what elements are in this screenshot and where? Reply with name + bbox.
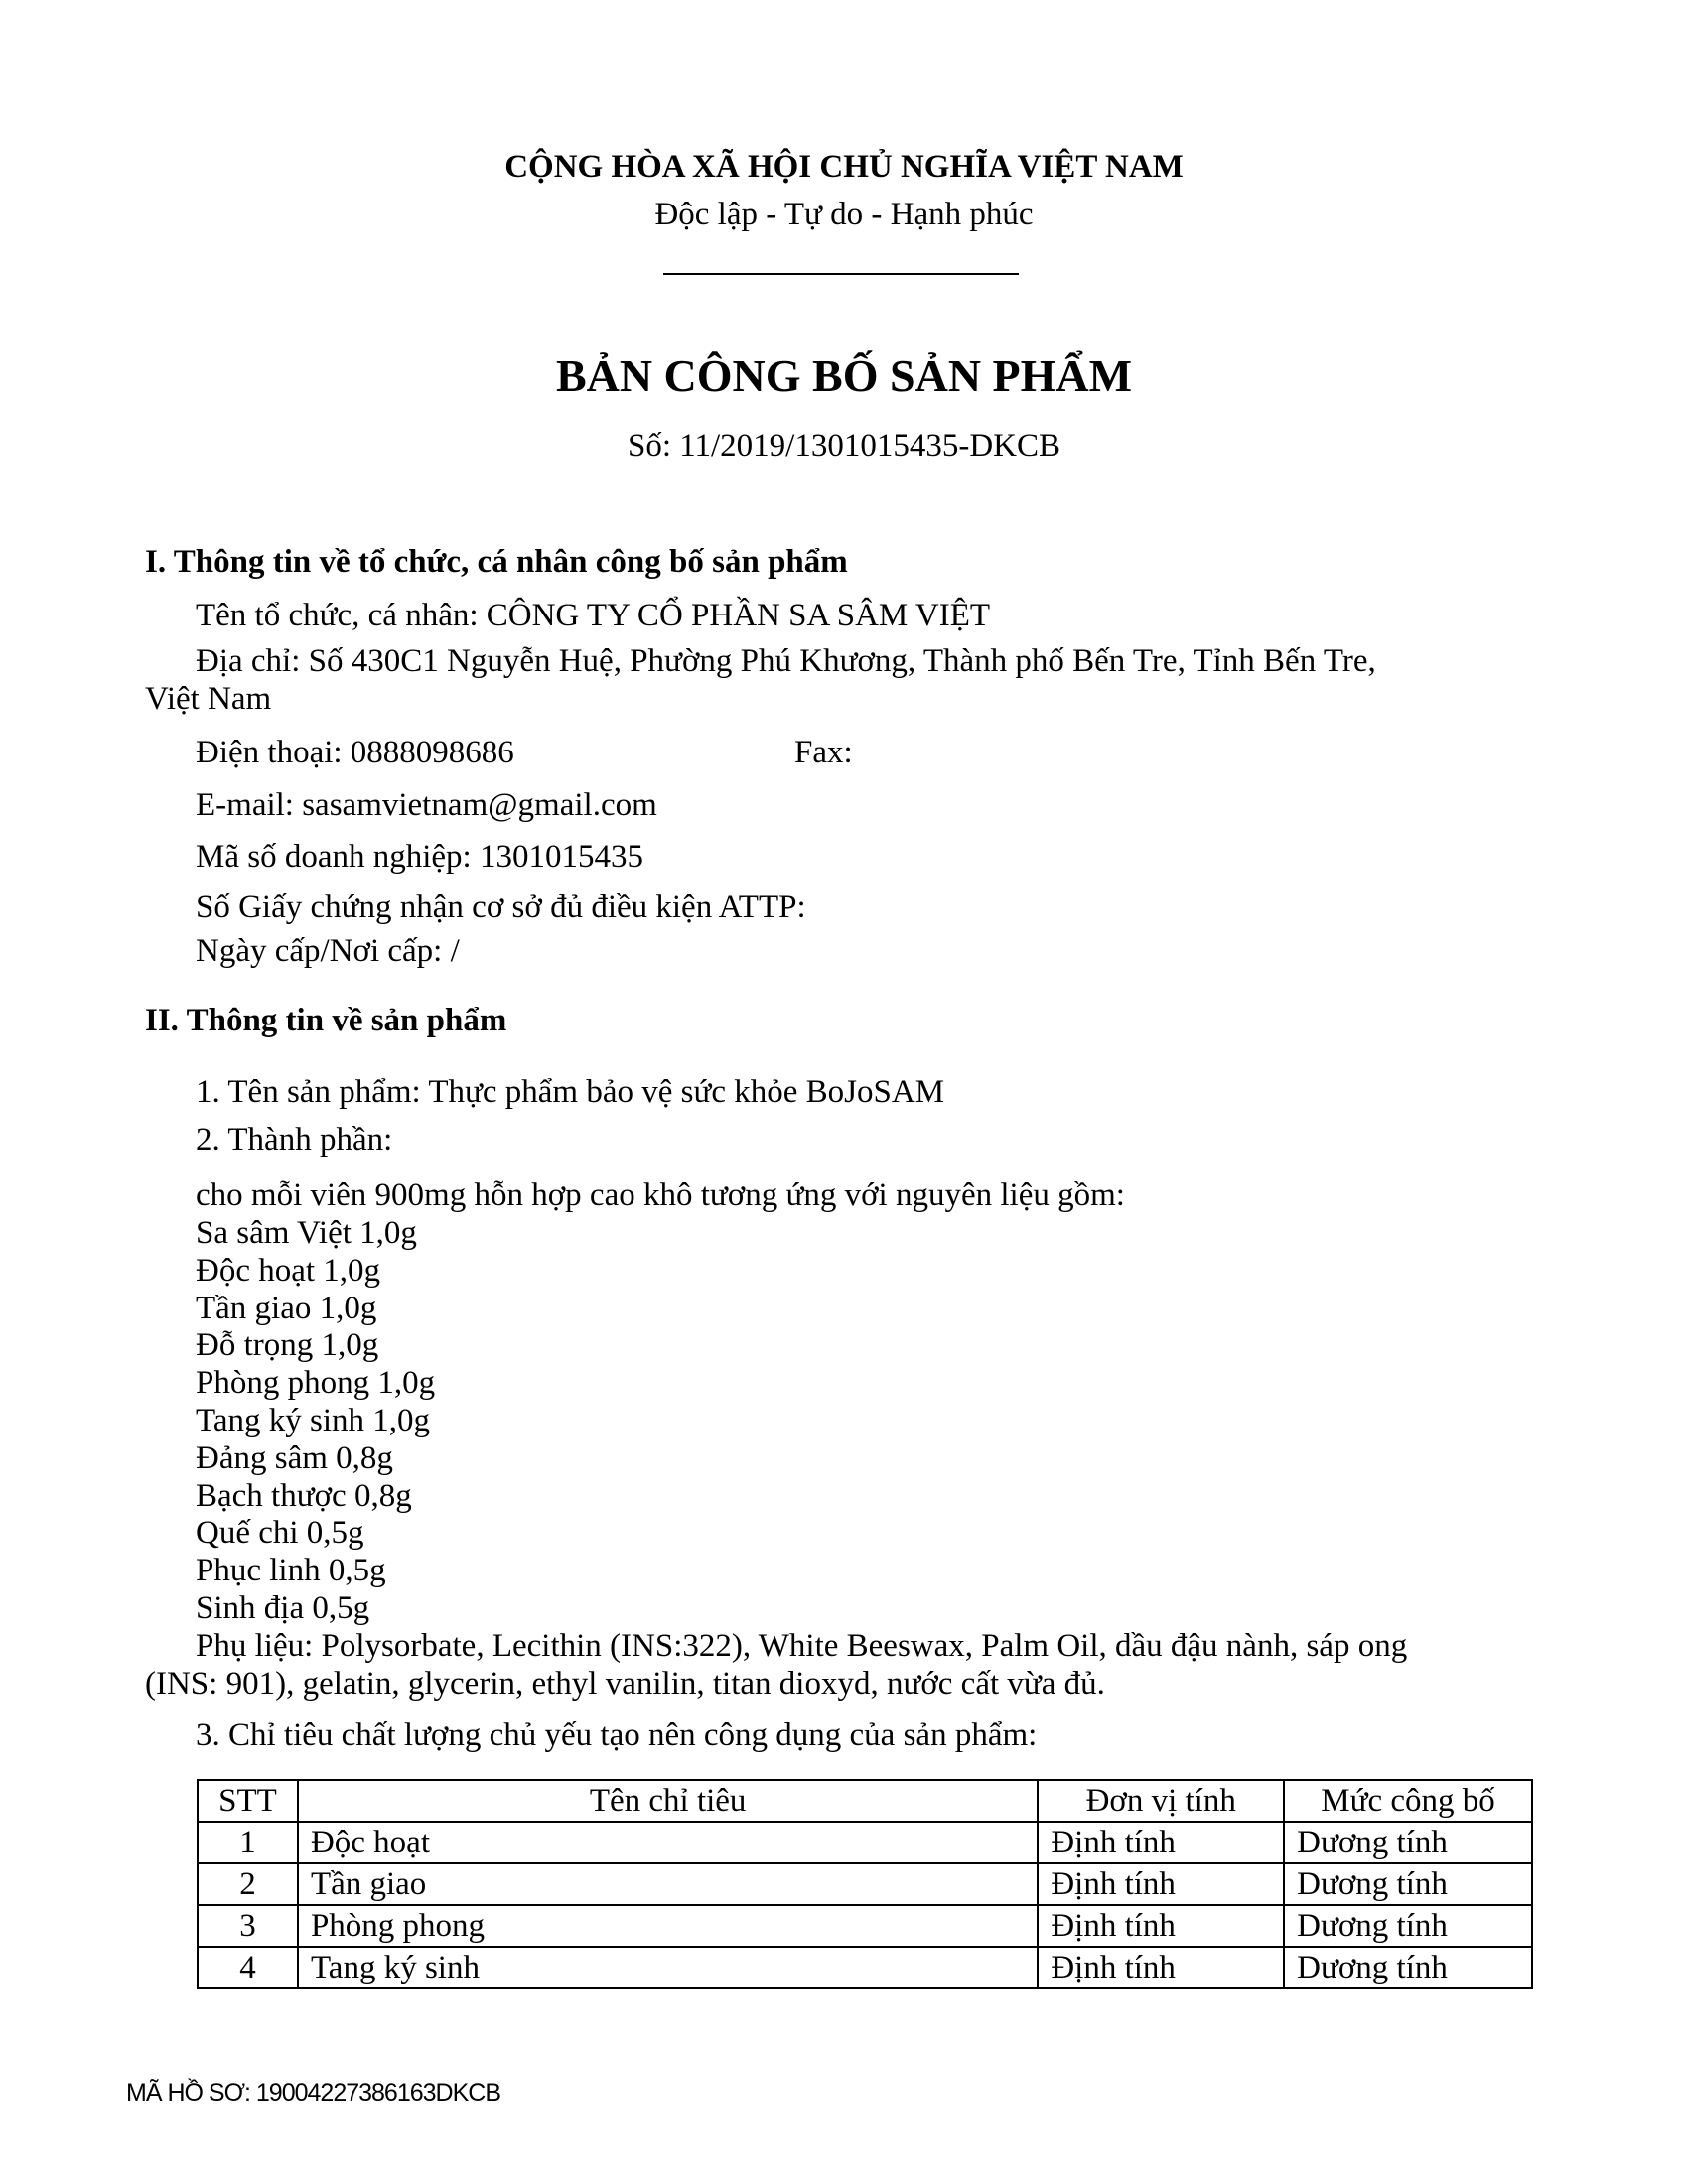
excipients-line-2: (INS: 901), gelatin, glycerin, ethyl vanilin, titan dioxyd, nước cất vừa đủ. [145,1666,1105,1702]
org-name: Tên tổ chức, cá nhân: CÔNG TY CỔ PHẦN SA SÂM VIỆT [196,598,991,633]
cell-unit: Định tính [1038,1822,1284,1863]
section-2-heading: II. Thông tin về sản phẩm [145,1003,507,1038]
excipients-line-1: Phụ liệu: Polysorbate, Lecithin (INS:322), White Beeswax, Palm Oil, dầu đậu nành, sáp ong [196,1628,1408,1664]
composition-label: 2. Thành phần: [196,1122,393,1158]
cell-stt: 3 [198,1905,298,1947]
table-row [198,1947,1532,1988]
column-header-stt: STT [198,1780,298,1822]
document-title: BẢN CÔNG BỐ SẢN PHẨM [555,350,1133,401]
tax-code: Mã số doanh nghiệp: 1301015435 [196,839,643,875]
column-header-criteria: Tên chỉ tiêu [298,1780,1038,1822]
column-header-declared-level: Mức công bố [1284,1780,1532,1822]
quality-label: 3. Chỉ tiêu chất lượng chủ yếu tạo nên công dụng của sản phẩm: [196,1717,1038,1753]
column-header-unit: Đơn vị tính [1038,1780,1284,1822]
cell-unit: Định tính [1038,1905,1284,1947]
phone: Điện thoại: 0888098686 [196,735,514,770]
ingredient-item: Tang ký sinh 1,0g [196,1402,431,1438]
ingredient-item: Phòng phong 1,0g [196,1365,436,1402]
table-row [198,1822,1532,1863]
national-motto: Độc lập - Tự do - Hạnh phúc [654,197,1034,232]
food-safety-certificate: Số Giấy chứng nhận cơ sở đủ điều kiện ATTP: [196,889,806,925]
ingredient-item: Sinh địa 0,5g [196,1589,370,1626]
ingredient-item: Độc hoạt 1,0g [196,1252,381,1289]
dossier-code: MÃ HỒ SƠ: 19004227386163DKCB [126,2079,501,2107]
section-1-heading: I. Thông tin về tổ chức, cá nhân công bố sản phẩm [145,544,848,580]
cell-criteria: Tang ký sinh [298,1947,1038,1988]
ingredient-item: Đảng sâm 0,8g [196,1439,393,1476]
table-row [198,1905,1532,1947]
ingredient-item: Đỗ trọng 1,0g [196,1327,379,1364]
national-title: CỘNG HÒA XÃ HỘI CHỦ NGHĨA VIỆT NAM [504,149,1184,185]
composition-intro: cho mỗi viên 900mg hỗn hợp cao khô tương ứng với nguyên liệu gồm: [196,1177,1125,1213]
ingredient-item: Phục linh 0,5g [196,1553,386,1589]
header-divider [663,273,1019,275]
document-number: Số: 11/2019/1301015435-DKCB [627,428,1061,464]
cell-declared-level: Dương tính [1284,1863,1532,1905]
cell-declared-level: Dương tính [1284,1822,1532,1863]
cell-unit: Định tính [1038,1947,1284,1988]
cell-unit: Định tính [1038,1863,1284,1905]
ingredient-item: Sa sâm Việt 1,0g [196,1215,417,1251]
ingredient-item: Tần giao 1,0g [196,1290,377,1326]
ingredient-item: Quế chi 0,5g [196,1515,364,1552]
issue-info: Ngày cấp/Nơi cấp: / [196,933,460,969]
address-line-1: Địa chỉ: Số 430C1 Nguyễn Huệ, Phường Phú Khương, Thành phố Bến Tre, Tỉnh Bến Tre, [196,643,1376,679]
email: E-mail: sasamvietnam@gmail.com [196,787,657,823]
table-row [198,1863,1532,1905]
cell-stt: 1 [198,1822,298,1863]
ingredient-item: Bạch thược 0,8g [196,1477,412,1514]
table-header-row [198,1780,1532,1822]
cell-declared-level: Dương tính [1284,1905,1532,1947]
cell-declared-level: Dương tính [1284,1947,1532,1988]
address-line-2: Việt Nam [145,681,272,717]
quality-table [197,1779,1533,1989]
product-name: 1. Tên sản phẩm: Thực phẩm bảo vệ sức khỏe BoJoSAM [196,1074,945,1110]
fax: Fax: [794,735,853,770]
cell-stt: 2 [198,1863,298,1905]
cell-criteria: Độc hoạt [298,1822,1038,1863]
cell-stt: 4 [198,1947,298,1988]
ingredient-list [196,1215,435,1628]
cell-criteria: Tần giao [298,1863,1038,1905]
cell-criteria: Phòng phong [298,1905,1038,1947]
